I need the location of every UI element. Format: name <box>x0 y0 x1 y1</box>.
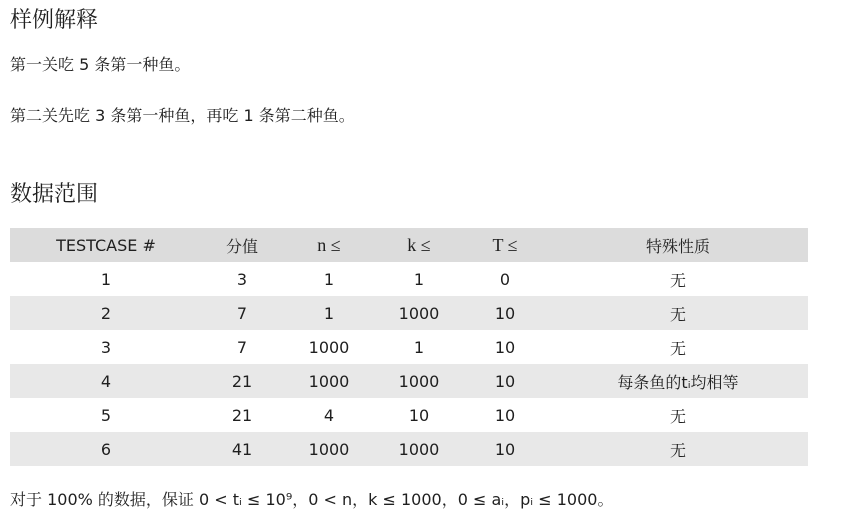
cell-testcase: 1 <box>100 269 112 289</box>
cell-special: 无 <box>669 304 686 324</box>
cell-t: 10 <box>494 439 516 459</box>
cell-testcase: 3 <box>100 337 112 357</box>
cell-k: 1000 <box>398 439 440 459</box>
cell-score: 7 <box>236 337 248 357</box>
table-row <box>10 296 808 330</box>
cell-testcase: 5 <box>100 405 112 425</box>
cell-score: 21 <box>231 405 253 425</box>
header-score: 分值 <box>225 236 258 256</box>
cell-k: 1 <box>413 337 425 357</box>
cell-score: 41 <box>231 439 253 459</box>
cell-special: 无 <box>669 338 686 358</box>
table-row <box>10 262 808 296</box>
header-n-max: n ≤ <box>317 234 341 255</box>
sample-explanation-line-2: 第二关先吃 3 条第一种鱼，再吃 1 条第二种鱼。 <box>10 106 355 125</box>
header-t-max: T ≤ <box>492 234 518 255</box>
cell-n: 4 <box>323 405 335 425</box>
cell-n: 1000 <box>308 337 350 357</box>
header-testcase: TESTCASE # <box>56 235 156 255</box>
cell-t: 10 <box>494 405 516 425</box>
cell-score: 3 <box>236 269 248 289</box>
cell-special: 无 <box>669 440 686 460</box>
cell-score: 21 <box>231 371 253 391</box>
header-k-max: k ≤ <box>407 234 431 255</box>
table-header-row <box>10 228 808 262</box>
cell-testcase: 6 <box>100 439 112 459</box>
cell-t: 10 <box>494 337 516 357</box>
sample-explanation-line-1: 第一关吃 5 条第一种鱼。 <box>10 55 191 74</box>
cell-n: 1000 <box>308 371 350 391</box>
cell-special: 每条鱼的tᵢ均相等 <box>617 372 739 392</box>
cell-testcase: 2 <box>100 303 112 323</box>
table-row <box>10 398 808 432</box>
cell-t: 10 <box>494 303 516 323</box>
table-row <box>10 364 808 398</box>
cell-score: 7 <box>236 303 248 323</box>
cell-t: 10 <box>494 371 516 391</box>
data-range-footnote: 对于 100% 的数据，保证 0 < tᵢ ≤ 10⁹，0 < n，k ≤ 1000，0 ≤ aᵢ，pᵢ ≤ 1000。 <box>10 490 614 509</box>
cell-n: 1 <box>323 269 335 289</box>
cell-n: 1000 <box>308 439 350 459</box>
table-row <box>10 330 808 364</box>
data-range-heading: 数据范围 <box>10 182 99 207</box>
cell-k: 1000 <box>398 371 440 391</box>
cell-testcase: 4 <box>100 371 112 391</box>
cell-k: 10 <box>408 405 430 425</box>
table-row <box>10 432 808 466</box>
data-range-table <box>10 228 808 466</box>
cell-special: 无 <box>669 406 686 426</box>
cell-k: 1000 <box>398 303 440 323</box>
sample-explanation-heading: 样例解释 <box>10 8 99 33</box>
cell-k: 1 <box>413 269 425 289</box>
cell-special: 无 <box>669 270 686 290</box>
cell-t: 0 <box>499 269 511 289</box>
cell-n: 1 <box>323 303 335 323</box>
header-special-property: 特殊性质 <box>645 236 710 256</box>
